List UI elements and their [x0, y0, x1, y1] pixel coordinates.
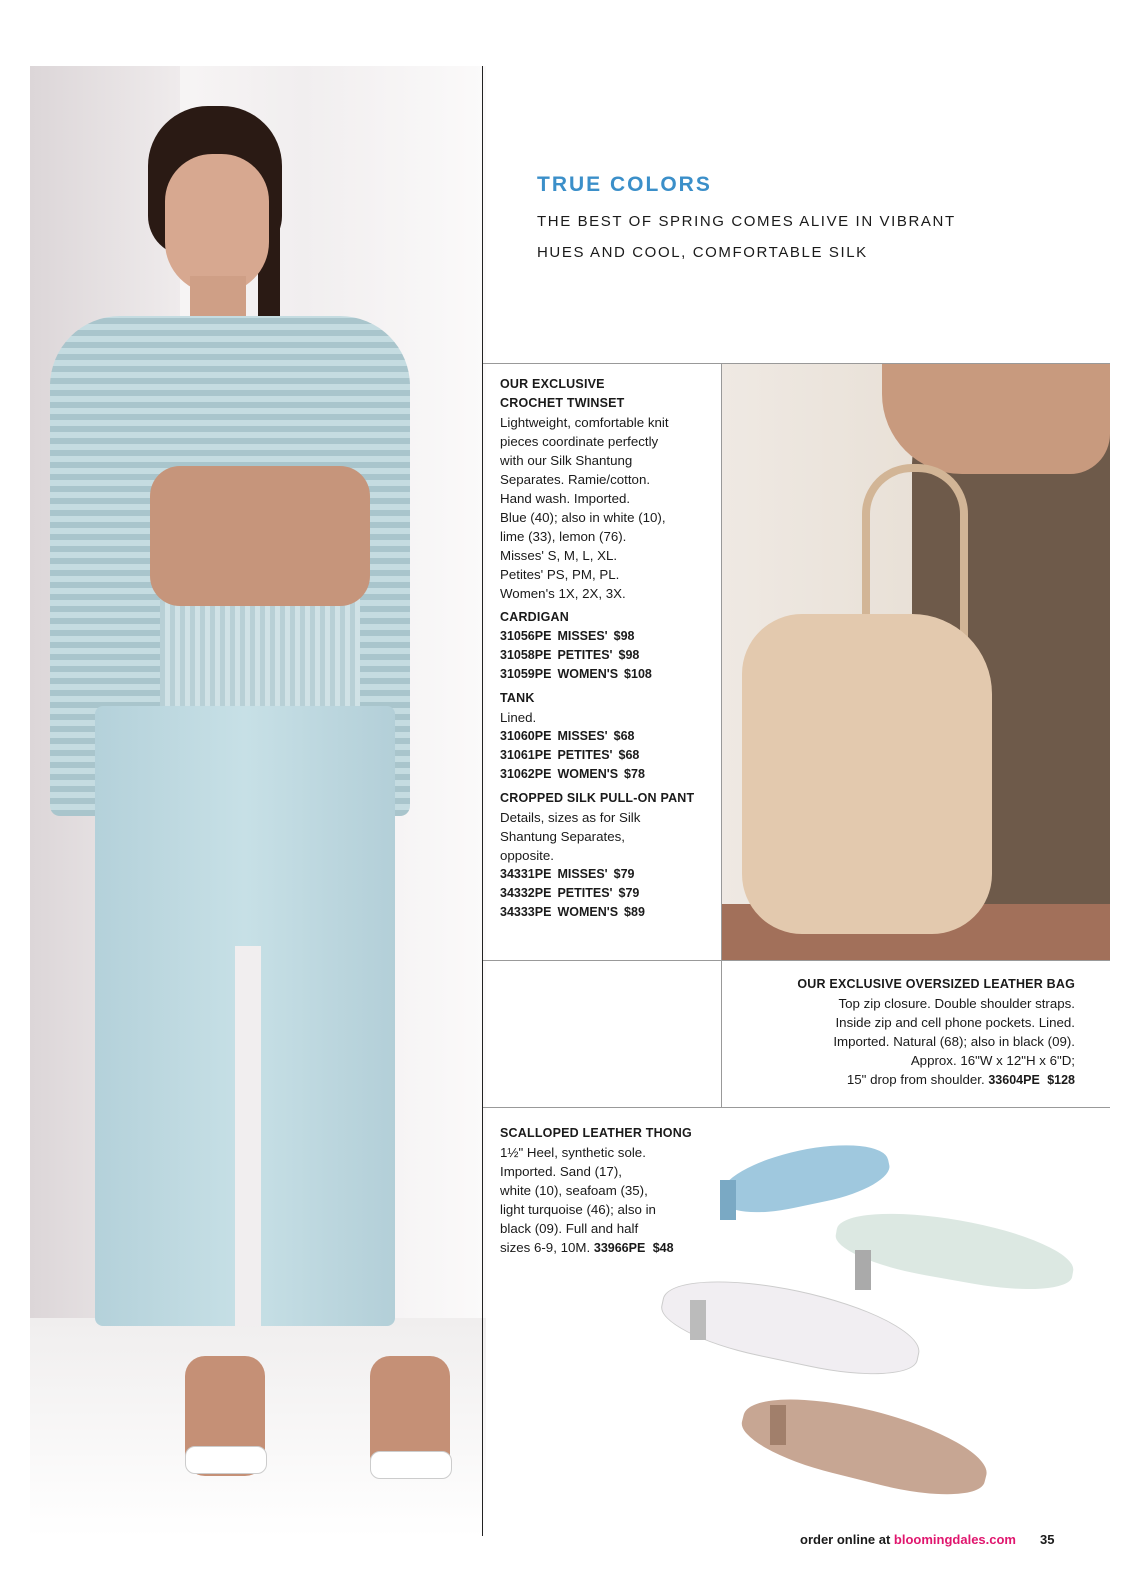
price: $68 [618, 748, 640, 762]
desc-text: sizes 6-9, 10M. [500, 1240, 591, 1255]
product-heading: OUR EXCLUSIVE OVERSIZED LEATHER BAG [797, 977, 1075, 991]
product-heading: CROCHET TWINSET [500, 396, 625, 410]
model-arms [150, 466, 370, 606]
sandal-right [370, 1451, 452, 1479]
crochet-twinset-copy [500, 375, 715, 922]
desc-line [500, 1238, 715, 1258]
desc-line: white (10), seafoam (35), [500, 1183, 648, 1198]
product-description [500, 413, 715, 603]
desc-line: Women's 1X, 2X, 3X. [500, 586, 626, 601]
desc-line: light turquoise (46); also in [500, 1202, 656, 1217]
product-note: Lined. [500, 710, 537, 725]
desc-line [730, 1070, 1075, 1090]
price: $79 [613, 867, 635, 881]
headline-title: TRUE COLORS [537, 173, 712, 196]
sku-line [500, 627, 715, 646]
shoe-heel [770, 1405, 786, 1445]
product-heading: CROPPED SILK PULL-ON PANT [500, 791, 695, 805]
price: $98 [613, 629, 635, 643]
bag-photo-shoulder [882, 364, 1110, 474]
product-heading: TANK [500, 691, 535, 705]
footer-prefix: order online at [800, 1532, 891, 1547]
desc-line: Lightweight, comfortable knit [500, 415, 669, 430]
size: WOMEN'S [557, 905, 619, 919]
desc-line: lime (33), lemon (76). [500, 529, 627, 544]
footer [800, 1532, 1016, 1547]
sku: 31056PE [500, 629, 552, 643]
sku: 31061PE [500, 748, 552, 762]
sku: 33966PE [593, 1241, 646, 1255]
desc-line: Separates. Ramie/cotton. [500, 472, 651, 487]
shoe-heel [690, 1300, 706, 1340]
sku-line [500, 727, 715, 746]
divider-vertical [482, 66, 483, 1536]
size: WOMEN'S [557, 767, 619, 781]
sku: 31060PE [500, 729, 552, 743]
price: $78 [624, 767, 645, 781]
leather-bag [742, 614, 992, 934]
sku: 31062PE [500, 767, 552, 781]
size: MISSES' [557, 729, 608, 743]
shoe-heel [720, 1180, 736, 1220]
desc-line: Imported. Sand (17), [500, 1164, 622, 1179]
desc-line: Details, sizes as for Silk [500, 810, 641, 825]
headline-subtitle-line: THE BEST OF SPRING COMES ALIVE IN VIBRANT [537, 213, 956, 230]
sku: 34331PE [500, 867, 552, 881]
shoe-sand [735, 1381, 995, 1509]
model-photo [30, 66, 486, 1538]
shoes-photo [690, 1130, 1110, 1530]
model-face [165, 154, 269, 294]
size: PETITES' [557, 748, 613, 762]
headline-subtitle [537, 206, 1057, 268]
sandal-left [185, 1446, 267, 1474]
sku: 31059PE [500, 667, 552, 681]
desc-line: pieces coordinate perfectly [500, 434, 659, 449]
price: $68 [613, 729, 635, 743]
size: MISSES' [557, 867, 608, 881]
desc-line: Top zip closure. Double shoulder straps. [838, 996, 1075, 1011]
desc-line: black (09). Full and half [500, 1221, 639, 1236]
website-link[interactable]: bloomingdales.com [893, 1532, 1016, 1547]
desc-line: 1½" Heel, synthetic sole. [500, 1145, 646, 1160]
desc-text: 15" drop from shoulder. [846, 1072, 985, 1087]
sku: 34333PE [500, 905, 552, 919]
price: $128 [1047, 1073, 1075, 1087]
sku-line [500, 746, 715, 765]
desc-line: Blue (40); also in white (10), [500, 510, 666, 525]
desc-line: Inside zip and cell phone pockets. Lined. [835, 1015, 1075, 1030]
sku-line [500, 646, 715, 665]
product-heading: CARDIGAN [500, 610, 569, 624]
sku-line [500, 665, 715, 684]
sku-line [500, 903, 715, 922]
price: $48 [652, 1241, 674, 1255]
size: MISSES' [557, 629, 608, 643]
sku-line [500, 765, 715, 784]
desc-line: opposite. [500, 848, 554, 863]
shoe-turquoise [716, 1133, 894, 1222]
headline-subtitle-line: HUES AND COOL, COMFORTABLE SILK [537, 244, 868, 261]
sku-line [500, 884, 715, 903]
bag-photo [722, 364, 1110, 960]
price: $79 [618, 886, 640, 900]
sku: 31058PE [500, 648, 552, 662]
pants-gap [235, 946, 261, 1326]
size: WOMEN'S [557, 667, 619, 681]
leather-thong-copy [500, 1124, 715, 1258]
shoe-heel [855, 1250, 871, 1290]
sku: 34332PE [500, 886, 552, 900]
desc-line: Petites' PS, PM, PL. [500, 567, 620, 582]
size: PETITES' [557, 648, 613, 662]
desc-line: with our Silk Shantung [500, 453, 633, 468]
price: $98 [618, 648, 640, 662]
desc-line: Imported. Natural (68); also in black (09). [833, 1034, 1075, 1049]
desc-line: Approx. 16"W x 12"H x 6"D; [910, 1053, 1075, 1068]
price: $89 [624, 905, 645, 919]
divider-horizontal [483, 960, 1110, 961]
sku: 33604PE [988, 1073, 1040, 1087]
price: $108 [624, 667, 652, 681]
product-heading: OUR EXCLUSIVE [500, 377, 605, 391]
divider-horizontal [483, 1107, 1110, 1108]
desc-line: Shantung Separates, [500, 829, 625, 844]
sku-line [500, 865, 715, 884]
size: PETITES' [557, 886, 613, 900]
leather-bag-copy [730, 975, 1075, 1090]
product-heading: SCALLOPED LEATHER THONG [500, 1126, 692, 1140]
desc-line: Hand wash. Imported. [500, 491, 631, 506]
desc-line: Misses' S, M, L, XL. [500, 548, 618, 563]
page-number: 35 [1040, 1532, 1055, 1547]
